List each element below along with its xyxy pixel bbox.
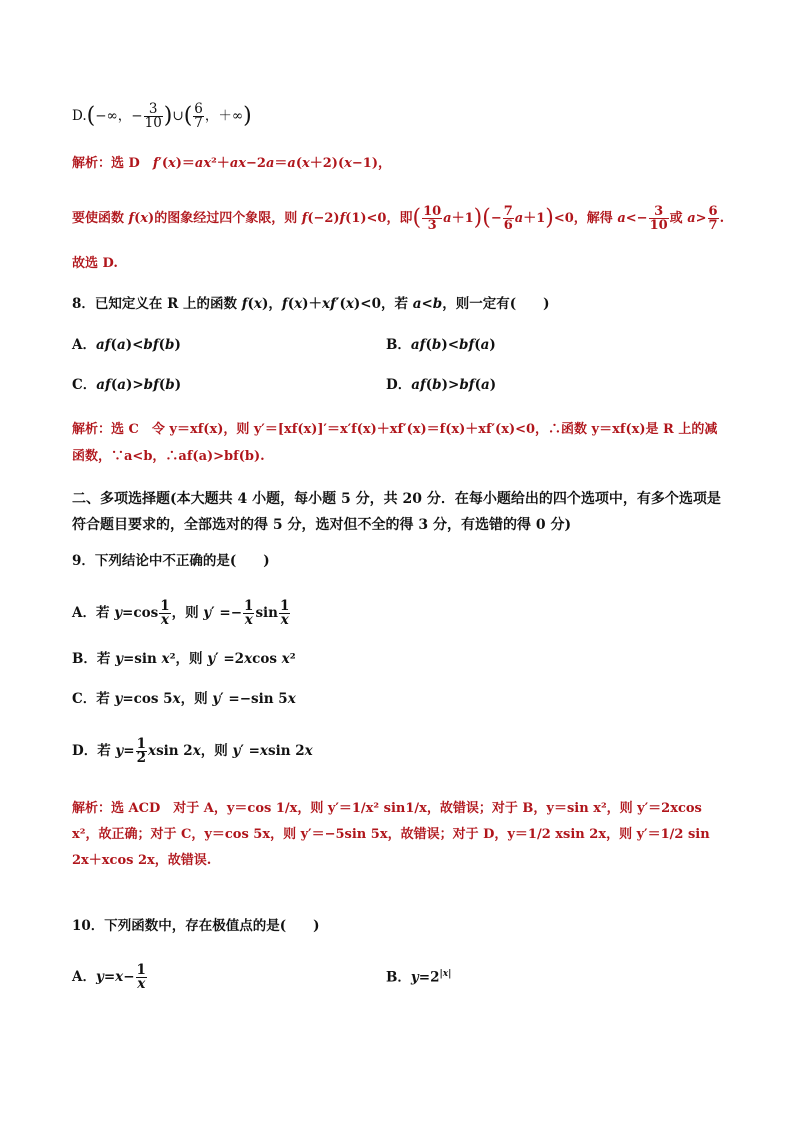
q9-option-a: A．若 y=cos $\frac{1}{x}$ ，则 y′ =− $\frac{1}{x}$ sin $\frac{1}{x}$ [72, 598, 290, 628]
q8-option-a: A．af(a)<bf(b) [72, 337, 181, 353]
q8-option-b: B．af(b)<bf(a) [386, 337, 496, 353]
q9-option-d: D．若 y= $\frac{1}{2}$ xsin 2x，则 y′ =xsin 2x [72, 736, 313, 766]
q7-solution-line-2: 要使函数 f(x)的图象经过四个象限，则 f(−2)f(1)<0，即( $\frac{10}{3}$ a＋1)(− $\frac{7}{6}$ a＋1)<0，解得 a<− $\frac{3}{10}$ 或 a> $\frac{6}{7}$ . [72, 204, 725, 233]
q7-solution-line-3: 故选 D. [72, 256, 118, 271]
q7-option-d: D.(−∞，− $\frac{3}{10}$ )∪( $\frac{6}{7}$ ，＋∞) [72, 101, 252, 131]
section-2-heading: 二、多项选择题(本大题共 4 小题，每小题 5 分，共 20 分．在每小题给出的四个选项中，有多个选项是符合题目要求的，全部选对的得 5 分，选对但不全的得 3 分，有选错的得 0 分) [72, 491, 721, 533]
q8-option-c: C．af(a)>bf(b) [72, 377, 182, 393]
q10-stem: 10．下列函数中，存在极值点的是( ) [72, 918, 320, 934]
q9-option-b: B．若 y=sin x²，则 y′ =2xcos x² [72, 651, 296, 667]
q8-stem: 8．已知定义在 R 上的函数 f(x)，f(x)＋xf′(x)<0，若 a<b，则一定有( ) [72, 296, 550, 312]
q9-option-c: C．若 y=cos 5x，则 y′ =−sin 5x [72, 691, 296, 707]
q7-solution-line-1: 解析：选 D f′(x)＝ax²＋ax−2a＝a(x＋2)(x−1)， [72, 156, 391, 171]
q8-option-d: D．af(b)>bf(a) [386, 377, 497, 393]
q9-stem: 9．下列结论中不正确的是( ) [72, 553, 270, 569]
q8-solution: 解析：选 C 令 y＝xf(x)，则 y′＝[xf(x)]′＝x′f(x)＋xf′(x)＝f(x)＋xf′(x)<0，∴函数 y＝xf(x)是 R 上的减函数，∵a<b，∴af(a)>bf(b). [72, 422, 718, 464]
q9-solution: 解析：选 ACD 对于 A，y＝cos 1/x，则 y′＝1/x² sin1/x，故错误；对于 B，y＝sin x²，则 y′＝2xcos x²，故正确；对于 C，y＝cos 5x，则 y′＝−5sin 5x，故错误；对于 D，y＝1/2 xsin 2x，则 y′＝1/2 sin 2x＋xcos 2x，故错误. [72, 801, 710, 868]
q10-option-a: A．y=x− $\frac{1}{x}$ [72, 962, 146, 992]
q10-option-b: B．$y=2^{|x|}$ [386, 969, 452, 986]
